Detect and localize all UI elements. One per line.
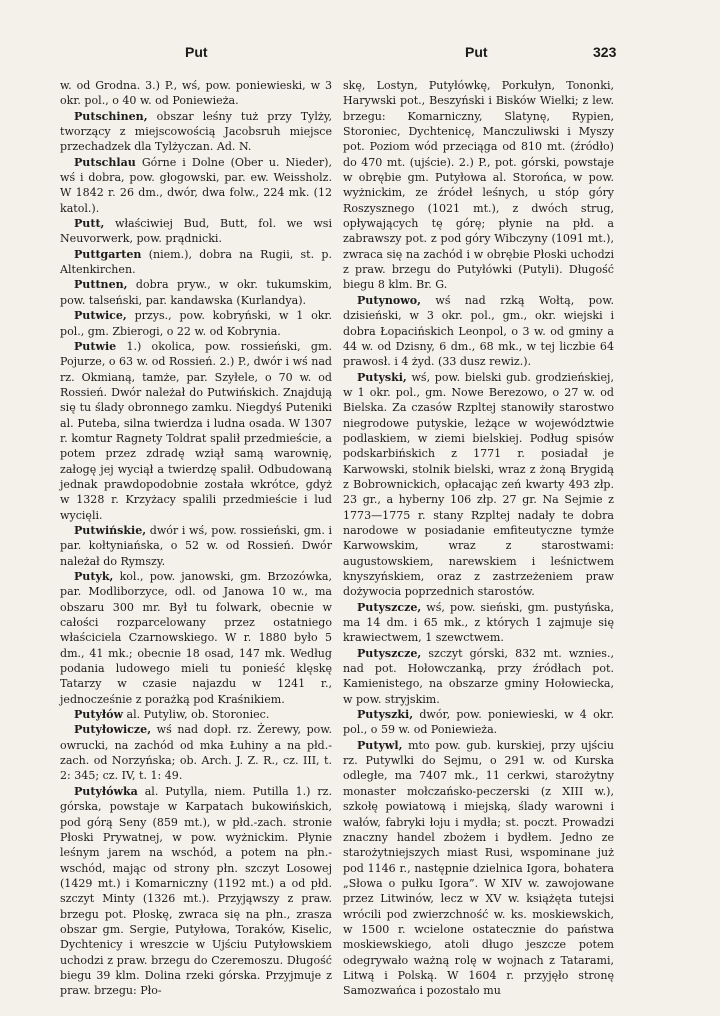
entry-text: obszar leśny tuż przy Tylży, tworzący z miejscowością Jacobsruh miejsce przechadzek dla Tylżyczan. Ad. N. (60, 109, 332, 154)
left-running-title: Put (185, 44, 208, 60)
entry-headword: Putwie (74, 339, 117, 353)
dictionary-entry (60, 784, 332, 999)
entry-headword: Putwice, (74, 309, 127, 323)
dictionary-entry (343, 78, 614, 293)
dictionary-entry (60, 523, 332, 569)
entry-text: skę, Lostyn, Putyłówkę, Porkułyn, Tononki, Harywski pot., Beszyński i Bisków Wielki; z lew. brzegu: Komarniczny, Slatynę, Rypien, Storoniec, Dychtenicę, Manczuliwski i Myszy pot. Poziom wód przeciąga od 810 mt. (źródło) do 470 mt. (ujście). 2.) P., pot. górski, powstaje w obrębie gm. Putyłowa al. Storońca, w pow. wyżnickim, ze źródeł leśnych, u stóp góry Roszysznego (1021 mt.), z dwóch strug, opływających tę górę; płynie na płd. a zabrawszy pot. z pod góry Wibczyny (1091 mt.), zwraca się na zachód i w obrębie Płoski uchodzi z praw. brzegu do Putyłówki (Putyli). Długość biegu 8 klm. Br. G. (343, 79, 614, 292)
entry-headword: Putyszcze, (357, 600, 422, 614)
entry-text: właściwiej Bud, Butt, fol. we wsi Neuvorwerk, pow. prądnicki. (60, 217, 332, 246)
dictionary-entry (343, 293, 614, 370)
left-column (60, 78, 332, 999)
entry-text: przys., pow. kobryński, w 1 okr. pol., gm. Zbierogi, o 22 w. od Kobrynia. (60, 309, 332, 338)
dictionary-entry (343, 600, 614, 646)
entry-headword: Putyłówka (74, 784, 138, 798)
dictionary-entry (60, 109, 332, 155)
right-column (343, 78, 614, 999)
entry-text: wś, pow. sieński, gm. pustyńska, ma 14 dm. i 65 mk., z których 1 zajmuje się krawiectwem, 1 szewctwem. (343, 600, 614, 645)
right-running-title: Put (465, 44, 488, 60)
entry-text: wś nad rzką Wołtą, pow. dzisieński, w 3 okr. pol., gm., okr. wiejski i dobra Łopacińskich Leonpol, o 3 w. od gminy a 44 w. od Dzisny, 6 dm., 68 mk., w tej liczbie 64 prawosł. i 4 żyd. (33 dusz rewiz.). (343, 293, 614, 369)
dictionary-entry (343, 738, 614, 999)
entry-headword: Putschlau (74, 155, 136, 169)
entry-text: dwór i wś, pow. rossieński, gm. i par. kołtyniańska, o 52 w. od Rossień. Dwór należał do Rymszy. (60, 523, 332, 568)
dictionary-entry (60, 216, 332, 247)
entry-text: Górne i Dolne (Ober u. Nieder), wś i dobra, pow. głogowski, par. ew. Weissholz. W 1842 r. 26 dm., dwór, dwa folw., 224 mk. (12 katol.). (60, 155, 332, 215)
dictionary-entry (60, 339, 332, 523)
page-header (0, 44, 720, 62)
entry-text: w. od Grodna. 3.) P., wś, pow. poniewieski, w 3 okr. pol., o 40 w. od Poniewieża. (60, 79, 332, 108)
dictionary-entry (60, 707, 332, 722)
dictionary-entry (60, 247, 332, 278)
dictionary-entry (60, 78, 332, 109)
entry-text: mto pow. gub. kurskiej, przy ujściu rz. Putywlki do Sejmu, o 291 w. od Kurska odległe, ma 7407 mk., 11 cerkwi, starożytny monaster mołczańsko-peczerski (z XIII w.), szkołę powiatową i miejską, ślady warowni i wałów, fabryki łoju i mydła; st. poczt. Prowadzi znaczny handel zbożem i bydłem. Jedno ze starożytniejszych miast Rusi, wspominane już pod 1146 r., następnie dzielnica Igora, bohatera „Słowa o pułku Igora”. W XIV w. zawojowane przez Litwinów, lecz w XV w. książęta tutejsi wrócili pod zwierzchność w. ks. moskiewskich, w 1500 r. wcielone ostatecznie do państwa moskiewskiego, atoli długo jeszcze potem odegrywało ważną rolę w wojnach z Tatarami, Litwą i Polską. W 1604 r. przyjęło stronę Samozwańca i pozostało mu (343, 738, 614, 998)
entry-headword: Putynowo, (357, 293, 421, 307)
entry-headword: Putyłów (74, 708, 123, 722)
entry-headword: Putyski, (357, 370, 407, 384)
dictionary-entry (60, 722, 332, 783)
entry-text: al. Putylla, niem. Putilla 1.) rz. górska, powstaje w Karpatach bukowińskich, pod górą Seny (859 mt.), w płd.-zach. stronie Płoski Prywatnej, w pow. wyżnickim. Płynie leśnym jarem na wschód, a potem na płn.-wschód, mając od strony płn. szczyt Losowej (1429 mt.) i Komarniczny (1192 mt.) a od płd. szczyt Minty (1326 mt.). Przyjąwszy z praw. brzegu pot. Płoskę, zwraca się na płn., zrasza obszar gm. Sergie, Putyłowa, Toraków, Kiselic, Dychtenicy i wreszcie w Ujściu Putyłowskiem uchodzi z praw. brzegu do Czeremoszu. Długość biegu 39 klm. Dolina rzeki górska. Przyjmuje z praw. brzegu: Pło- (60, 784, 332, 998)
entry-text: kol., pow. janowski, gm. Brzozówka, par. Modliborzyce, odl. od Janowa 10 w., ma obszaru 300 mr. Był tu folwark, obecnie w całości rozparcelowany przez ostatniego właściciela Czarnowskiego. W r. 1880 było 5 dm., 41 mk.; obecnie 18 osad, 147 mk. Według podania ludowego mieli tu ponieść klęskę Tatarzy w czasie najazdu w 1241 r., jednocześnie z porażką pod Kraśnikiem. (60, 570, 332, 706)
dictionary-entry (60, 308, 332, 339)
entry-text: szczyt górski, 832 mt. wznies., nad pot. Hołowczanką, przy źródłach pot. Kamienistego, na obszarze gminy Hołowiecka, w pow. stryjskim. (343, 646, 614, 706)
entry-text: (niem.), dobra na Rugii, st. p. Altenkirchen. (60, 247, 332, 277)
entry-headword: Putyszcze, (357, 646, 422, 660)
entry-text: dobra pryw., w okr. tukumskim, pow. talseński, par. kandawska (Kurlandya). (60, 278, 332, 307)
dictionary-entry (343, 370, 614, 600)
entry-headword: Putywl, (357, 738, 403, 752)
entry-headword: Putyszki, (357, 708, 414, 722)
entry-headword: Puttgarten (74, 247, 142, 261)
entry-text: wś nad dopł. rz. Żerewy, pow. owrucki, na zachód od mka Łuhiny a na płd.-zach. od Norzyńska; ob. Arch. J. Z. R., cz. III, t. 2: 345; cz. IV, t. 1: 49. (60, 723, 332, 783)
entry-text: 1.) okolica, pow. rossieński, gm. Pojurze, o 63 w. od Rossień. 2.) P., dwór i wś nad rz. Okmianą, tamże, par. Szyłele, o 70 w. od Rossień. Dwór należał do Putwińskich. Znajdują się tu ślady obronnego zamku. Niegdyś Puteniki al. Puteba, silna twierdza i ludna osada. W 1307 r. komtur Ragnety Toldrat spalił przedmieście, a potem przez zdradę wziął samą warownię, załogę jej wyciął a twierdzę spalił. Odbudowaną jednak prawdopodobnie została wkrótce, gdyż w 1328 r. Krzyżacy spalili przedmieście i lud wycięli. (60, 339, 332, 522)
entry-headword: Putwińskie, (74, 523, 147, 537)
entry-headword: Putt, (74, 217, 105, 231)
entry-headword: Putyłowicze, (74, 723, 152, 737)
entry-headword: Putyk, (74, 570, 114, 583)
dictionary-entry (60, 155, 332, 216)
entry-text: dwór, pow. poniewieski, w 4 okr. pol., o 59 w. od Poniewieża. (343, 708, 614, 737)
entry-text: wś, pow. bielski gub. grodzieńskiej, w 1 okr. pol., gm. Nowe Berezowo, o 27 w. od Bielska. Za czasów Rzpltej stanowiły starostwo niegrodowe putyskie, leżące w województwie podlaskiem, w ziemi bielskiej. Podług spisów podskarbińskich z 1771 r. posiadał je Karwowski, stolnik bielski, wraz z żoną Brygidą z Bobrownickich, opłacając zeń kwarty 493 złp. 23 gr., a hyberny 106 złp. 27 gr. Na Sejmie z 1773—1775 r. stany Rzpltej nadały te dobra narodowe w posiadanie emfiteutyczne tymże Karwowskim, wraz z starostwami: augustowskiem, narewskiem i leśnictwem knyszyńskiem, oraz z zastrzeżeniem praw dożywocia poprzednich starostów. (343, 370, 614, 599)
dictionary-entry (60, 277, 332, 308)
page-number: 323 (593, 44, 617, 60)
dictionary-entry (343, 646, 614, 707)
entry-headword: Putschinen, (74, 109, 148, 123)
dictionary-entry (343, 707, 614, 738)
dictionary-entry (60, 569, 332, 707)
entry-headword: Puttnen, (74, 278, 128, 292)
entry-text: al. Putyliw, ob. Storoniec. (123, 708, 270, 722)
